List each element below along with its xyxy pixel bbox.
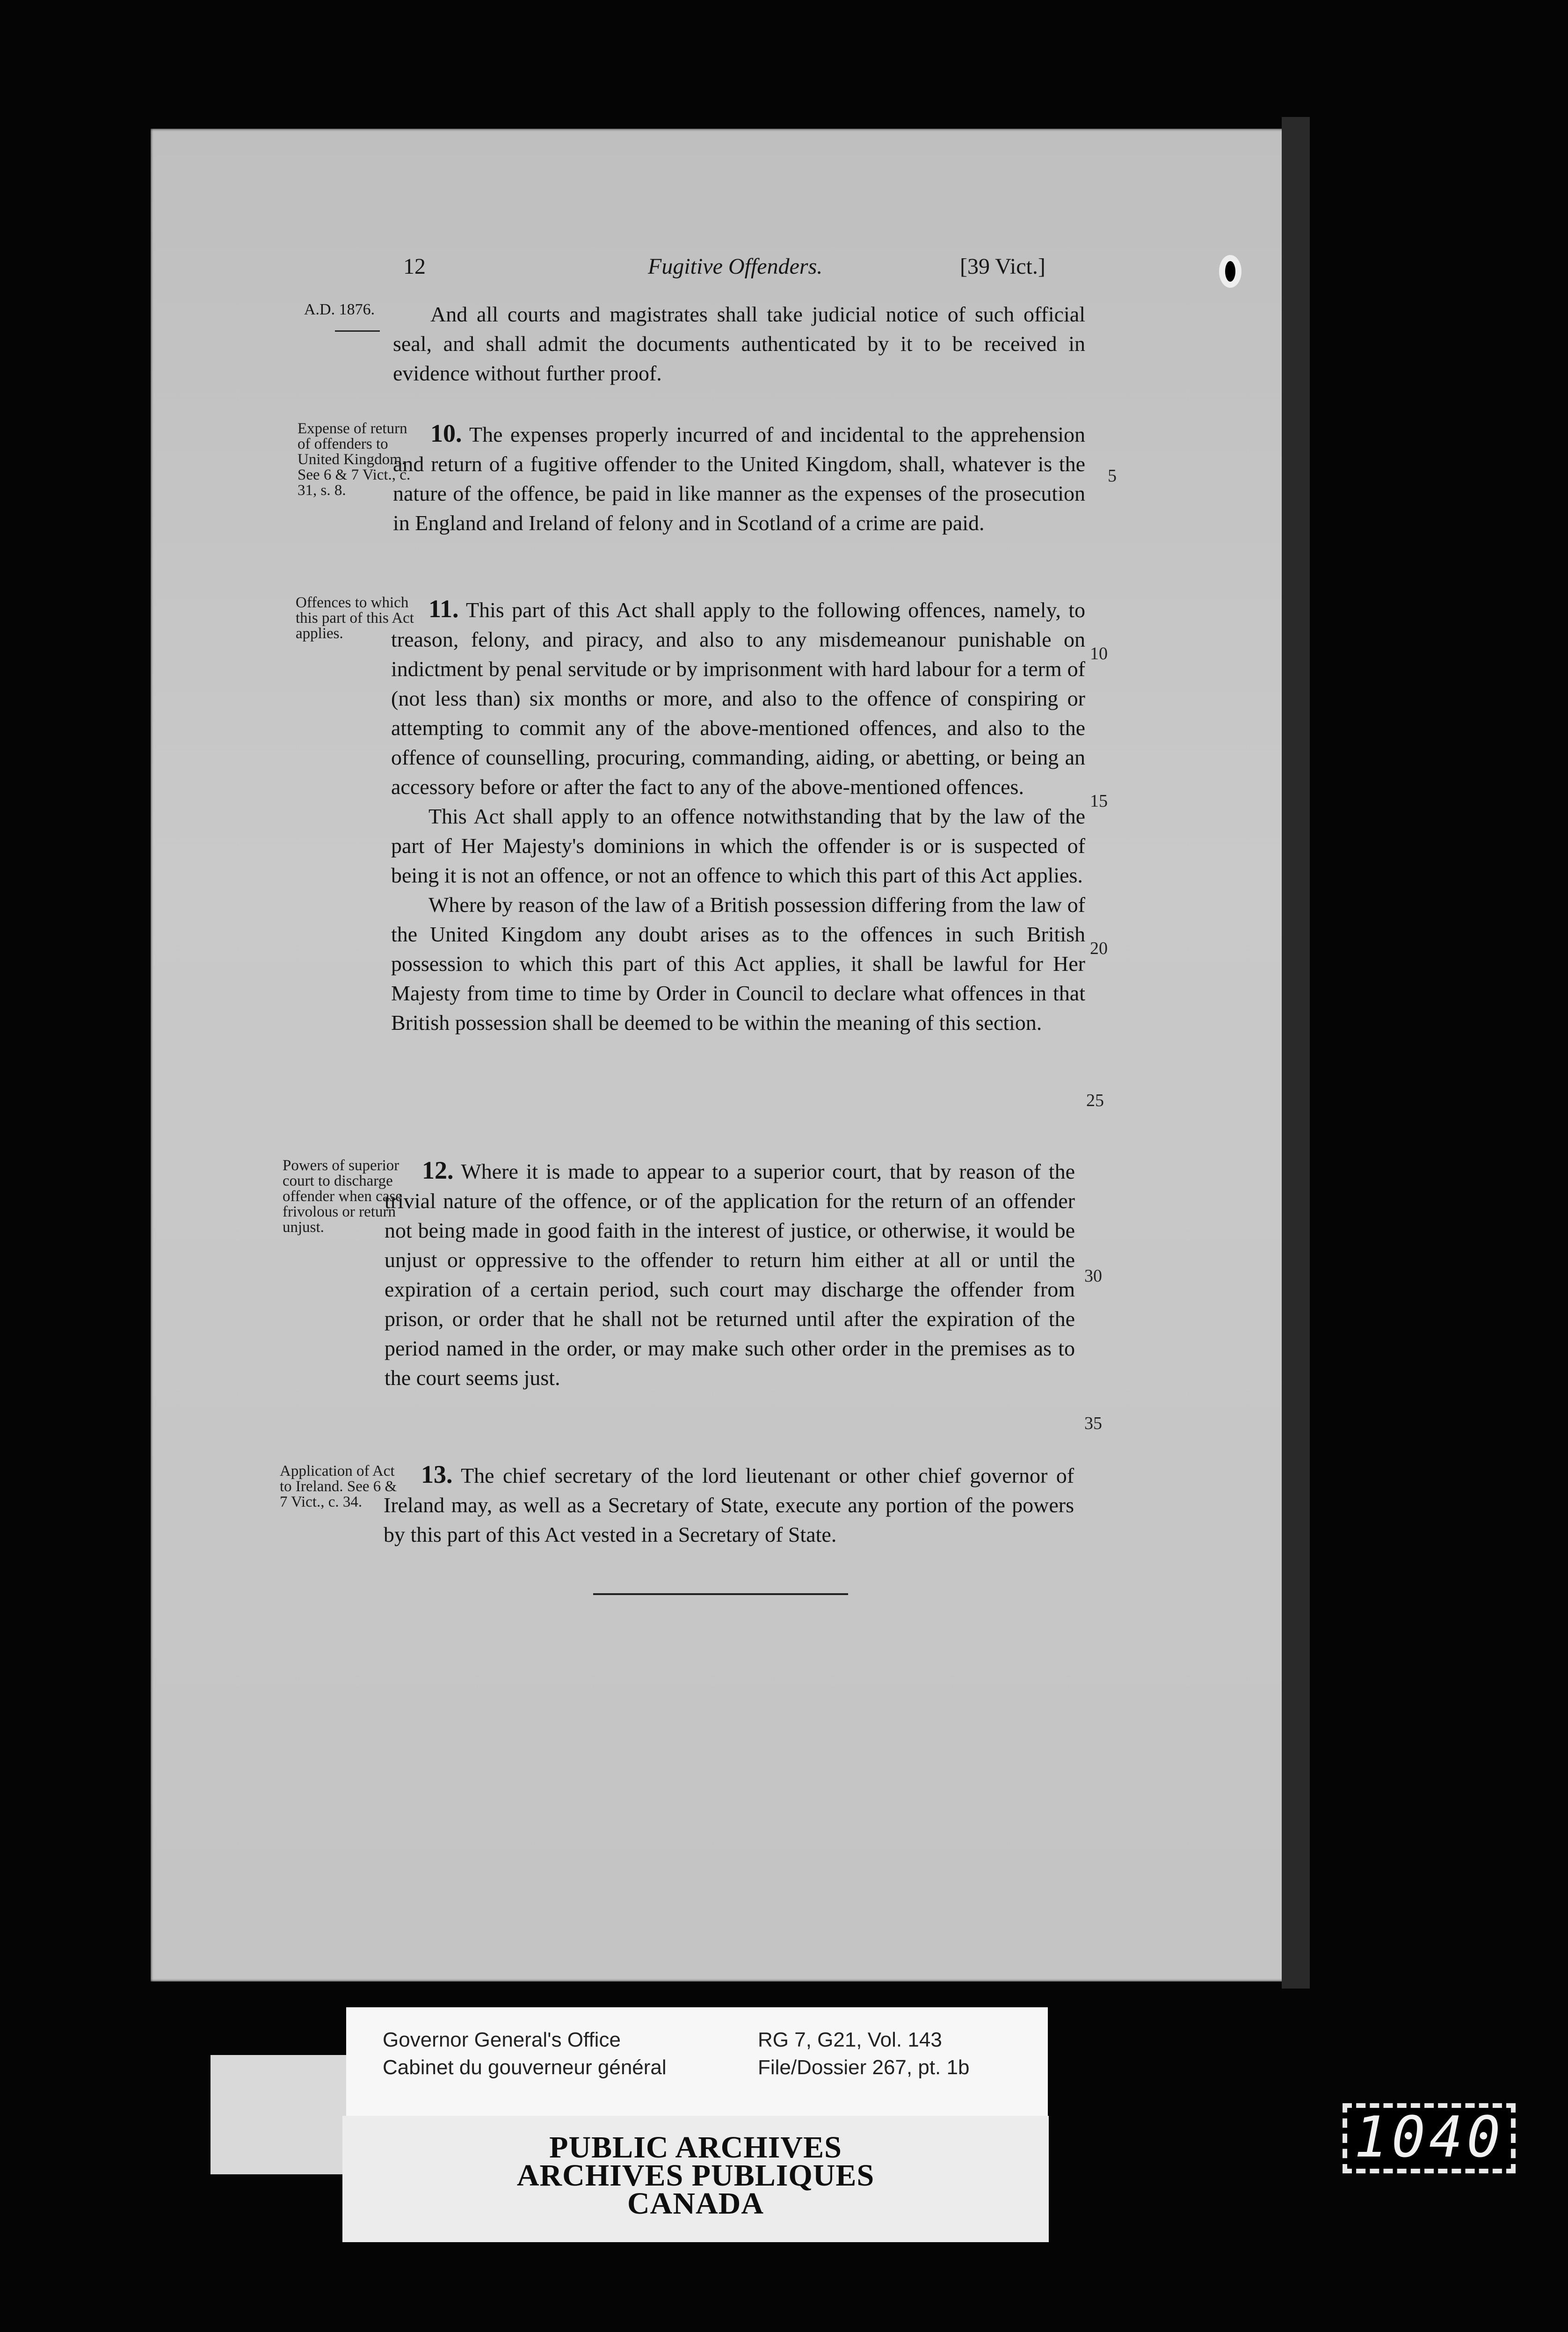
- page-edge: [1282, 117, 1310, 1989]
- page-number: 12: [403, 254, 426, 279]
- stamp-line-1: PUBLIC ARCHIVES: [549, 2130, 842, 2164]
- line-number: 15: [1090, 791, 1108, 811]
- paragraph: 11. This part of this Act shall apply to the following offences, namely, to treason, felony, and piracy, and also to any misdemeanour punishable on indictment by penal servitude or by imprisonment with hard labour for a term of (not less than) six months or more, and also to the offence of conspiring or attempting to commit any of the above-mentioned offences, and also to the offence of counselling, procuring, commanding, aiding, or abetting, or being an accessory before or after the fact to any of the above-mentioned offences.: [391, 595, 1085, 799]
- line-number: 25: [1086, 1091, 1104, 1110]
- section-number: 13.: [421, 1460, 453, 1488]
- line-number: 5: [1108, 466, 1117, 486]
- running-title: Fugitive Offenders.: [648, 254, 823, 279]
- office-english: Governor General's Office: [383, 2028, 621, 2051]
- archive-reference-label: [346, 2007, 1048, 2122]
- margin-note-section-11: Offences to which this part of this Act applies.: [296, 594, 414, 642]
- reel-marker-icon: [1219, 255, 1241, 288]
- section-12: [385, 1156, 1075, 1392]
- margin-note-section-12: Powers of superior court to discharge offender when case frivolous or return unjust.: [283, 1157, 402, 1236]
- paragraph: 13. The chief secretary of the lord lieutenant or other chief governor of Ireland may, as well as a Secretary of State, execute any portion of the powers by this part of this Act vested in a Secretary of State.: [384, 1460, 1074, 1546]
- paragraph: This Act shall apply to an offence notwithstanding that by the law of the part of Her Majesty's dominions in which the offender is or is suspected of being it is not an offence, or not an offence to which this part of this Act applies.: [391, 804, 1085, 887]
- section-number: 12.: [422, 1156, 454, 1184]
- opening-paragraph: [393, 299, 1085, 388]
- office-french: Cabinet du gouverneur général: [383, 2056, 667, 2079]
- section-10: [393, 419, 1085, 538]
- stamp-line-3: CANADA: [627, 2186, 764, 2221]
- margin-year: A.D. 1876.: [304, 301, 375, 318]
- end-rule: [593, 1593, 848, 1595]
- paragraph: And all courts and magistrates shall take judicial notice of such official seal, and shall admit the documents authenticated by it to be received in evidence without further proof.: [393, 302, 1085, 385]
- section-number: 10.: [430, 419, 462, 447]
- archive-stamp: [342, 2116, 1049, 2242]
- section-number: 11.: [428, 595, 459, 623]
- section-13: [384, 1460, 1074, 1549]
- margin-note-section-10: Expense of return of offenders to United Kingdom. See 6 & 7 Vict., c. 31, s. 8.: [298, 420, 411, 499]
- section-11: [391, 594, 1085, 1037]
- file-reference: File/Dossier 267, pt. 1b: [758, 2056, 970, 2079]
- record-group-reference: RG 7, G21, Vol. 143: [758, 2028, 942, 2051]
- margin-year-rule: [335, 330, 380, 332]
- paragraph: Where by reason of the law of a British possession differing from the law of the United Kingdom any doubt arises as to the offences in such British possession to which this part of this Act applies, it shall be lawful for Her Majesty from time to time by Order in Council to declare what offences in that British possession shall be deemed to be within the meaning of this section.: [391, 893, 1085, 1035]
- line-number: 35: [1084, 1414, 1102, 1433]
- paragraph: 12. Where it is made to appear to a superior court, that by reason of the trivial nature of the offence, or of the application for the return of an offender not being made in good faith in the interest of justice, or otherwise, it would be unjust or oppressive to the offender to return him either at all or until the expiration of a certain period, such court may discharge the offender from prison, or order that he shall not be returned until after the expiration of the period named in the order, or may make such other order in the premises as to the court seems just.: [385, 1156, 1075, 1390]
- frame-number: 1040: [1343, 2103, 1516, 2173]
- document-page: [151, 129, 1306, 1982]
- regnal-year: [39 Vict.]: [960, 254, 1045, 279]
- margin-note-section-13: Application of Act to Ireland. See 6 & 7 Vict., c. 34.: [280, 1463, 397, 1510]
- line-number: 10: [1090, 644, 1108, 663]
- paragraph: 10. The expenses properly incurred of and incidental to the apprehension and return of a fugitive offender to the United Kingdom, shall, whatever is the nature of the offence, be paid in like manner as the expenses of the prosecution in England and Ireland of felony and in Scotland of a crime are paid.: [393, 419, 1086, 535]
- stamp-line-2: ARCHIVES PUBLIQUES: [516, 2158, 875, 2193]
- line-number: 20: [1090, 939, 1108, 958]
- line-number: 30: [1084, 1266, 1102, 1286]
